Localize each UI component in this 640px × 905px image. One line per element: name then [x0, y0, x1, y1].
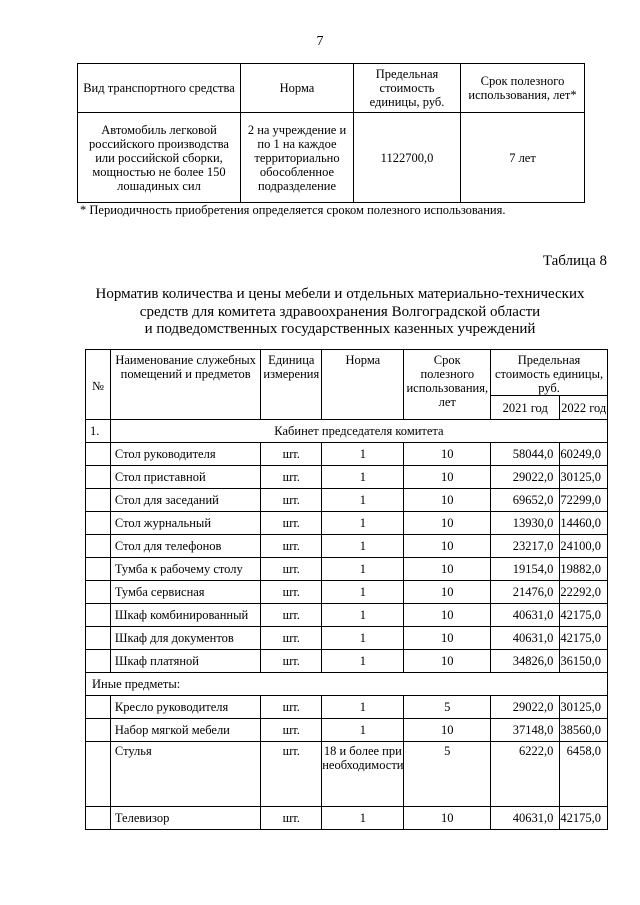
unit-cell: шт.: [261, 558, 322, 581]
price-2022-cell: 19882,0: [560, 558, 608, 581]
price-2021-cell: 34826,0: [491, 650, 560, 673]
price-2021-cell: 19154,0: [491, 558, 560, 581]
title-line-3: и подведомственных государственных казенных учреждений: [144, 321, 536, 337]
title-line-1: Норматив количества и цены мебели и отдельных материально-технических: [95, 286, 585, 302]
vehicle-cell: Автомобиль легковой российского производства или российской сборки, мощностью не более 150 лошадиных сил: [78, 113, 241, 203]
norm-cell: 1: [322, 489, 404, 512]
table-row: [86, 512, 608, 535]
num-cell: [86, 558, 111, 581]
unit-cell: шт.: [261, 604, 322, 627]
price-2022-cell: 30125,0: [560, 466, 608, 489]
item-name: Тумба сервисная: [110, 581, 261, 604]
item-name: Шкаф платяной: [110, 650, 261, 673]
item-name: Стол журнальный: [110, 512, 261, 535]
unit-cell: шт.: [261, 512, 322, 535]
num-cell: [86, 489, 111, 512]
term-cell: 5: [404, 742, 491, 807]
misc-rows: [86, 696, 608, 830]
header-price: Предельная стоимость единицы, руб.: [491, 350, 608, 396]
term-cell: 10: [404, 807, 491, 830]
header-norm: Норма: [241, 64, 354, 113]
table-row: [86, 604, 608, 627]
price-2021-cell: 13930,0: [491, 512, 560, 535]
term-cell: 10: [404, 719, 491, 742]
table-row: [86, 627, 608, 650]
item-name: Стулья: [110, 742, 261, 807]
price-2021-cell: 40631,0: [491, 604, 560, 627]
num-cell: [86, 627, 111, 650]
norm-cell: 1: [322, 535, 404, 558]
price-2021-cell: 29022,0: [491, 466, 560, 489]
unit-cell: шт.: [261, 807, 322, 830]
item-name: Стол для телефонов: [110, 535, 261, 558]
misc-label: Иные предметы:: [86, 673, 608, 696]
norm-cell: 1: [322, 466, 404, 489]
norm-cell: 1: [322, 581, 404, 604]
term-cell: 10: [404, 512, 491, 535]
price-2022-cell: 22292,0: [560, 581, 608, 604]
furniture-table: [85, 349, 608, 830]
table-title: [40, 286, 640, 339]
table-row: [86, 535, 608, 558]
num-cell: [86, 719, 111, 742]
transport-table: [77, 63, 585, 203]
num-cell: [86, 512, 111, 535]
item-name: Стол руководителя: [110, 443, 261, 466]
item-name: Шкаф комбинированный: [110, 604, 261, 627]
norm-cell: 1: [322, 807, 404, 830]
price-2022-cell: 60249,0: [560, 443, 608, 466]
table-row: [86, 742, 608, 807]
title-line-2: средств для комитета здравоохранения Волгоградской области: [139, 303, 541, 320]
price-2021-cell: 58044,0: [491, 443, 560, 466]
header-num: №: [86, 350, 111, 420]
norm-cell: 2 на учреждение и по 1 на каждое территориально обособленное подразделение: [241, 113, 354, 203]
table-row: [86, 696, 608, 719]
price-2022-cell: 30125,0: [560, 696, 608, 719]
price-2022-cell: 42175,0: [560, 627, 608, 650]
unit-cell: шт.: [261, 650, 322, 673]
price-2021-cell: 29022,0: [491, 696, 560, 719]
table-row: [86, 489, 608, 512]
norm-cell: 1: [322, 696, 404, 719]
norm-cell: 1: [322, 443, 404, 466]
unit-cell: шт.: [261, 581, 322, 604]
section-num: 1.: [86, 420, 111, 443]
unit-cell: шт.: [261, 443, 322, 466]
price-2022-cell: 42175,0: [560, 807, 608, 830]
table-label: Таблица 8: [542, 253, 607, 269]
num-cell: [86, 581, 111, 604]
section-title: Кабинет председателя комитета: [110, 420, 607, 443]
norm-cell: 1: [322, 512, 404, 535]
unit-cell: шт.: [261, 696, 322, 719]
unit-cell: шт.: [261, 535, 322, 558]
header-year-2021: 2021 год: [491, 396, 560, 420]
price-2022-cell: 36150,0: [560, 650, 608, 673]
item-name: Шкаф для документов: [110, 627, 261, 650]
num-cell: [86, 696, 111, 719]
section-row: [86, 420, 608, 443]
term-cell: 10: [404, 604, 491, 627]
term-cell: 10: [404, 466, 491, 489]
price-2022-cell: 6458,0: [560, 742, 608, 807]
footnote: * Периодичность приобретения определяется сроком полезного использования.: [80, 203, 506, 217]
price-2021-cell: 40631,0: [491, 807, 560, 830]
num-cell: [86, 742, 111, 807]
num-cell: [86, 650, 111, 673]
header-term: Срок полезного использования, лет: [404, 350, 491, 420]
price-2022-cell: 14460,0: [560, 512, 608, 535]
price-2021-cell: 37148,0: [491, 719, 560, 742]
num-cell: [86, 604, 111, 627]
header-price: Предельная стоимость единицы, руб.: [354, 64, 461, 113]
price-2021-cell: 23217,0: [491, 535, 560, 558]
num-cell: [86, 443, 111, 466]
page-number: 7: [316, 34, 324, 49]
norm-cell: 1: [322, 558, 404, 581]
unit-cell: шт.: [261, 742, 322, 807]
item-name: Набор мягкой мебели: [110, 719, 261, 742]
price-2022-cell: 24100,0: [560, 535, 608, 558]
price-2022-cell: 72299,0: [560, 489, 608, 512]
num-cell: [86, 466, 111, 489]
term-cell: 10: [404, 558, 491, 581]
num-cell: [86, 535, 111, 558]
norm-cell: 1: [322, 650, 404, 673]
item-name: Стол для заседаний: [110, 489, 261, 512]
furniture-header-row: [86, 350, 608, 396]
price-2021-cell: 21476,0: [491, 581, 560, 604]
norm-cell: 18 и более при необходимости: [322, 742, 404, 807]
header-vehicle: Вид транспортного средства: [78, 64, 241, 113]
header-unit: Единица измерения: [261, 350, 322, 420]
header-name: Наименование служебных помещений и предметов: [110, 350, 261, 420]
price-2021-cell: 6222,0: [491, 742, 560, 807]
unit-cell: шт.: [261, 466, 322, 489]
unit-cell: шт.: [261, 489, 322, 512]
table-row: [86, 466, 608, 489]
term-cell: 10: [404, 443, 491, 466]
item-name: Стол приставной: [110, 466, 261, 489]
term-cell: 10: [404, 581, 491, 604]
term-cell: 7 лет: [461, 113, 585, 203]
header-year-2022: 2022 год: [560, 396, 608, 420]
price-2022-cell: 38560,0: [560, 719, 608, 742]
transport-header-row: [78, 64, 585, 113]
item-name: Телевизор: [110, 807, 261, 830]
misc-label-row: [86, 673, 608, 696]
norm-cell: 1: [322, 604, 404, 627]
num-cell: [86, 807, 111, 830]
norm-cell: 1: [322, 627, 404, 650]
table-row: [86, 719, 608, 742]
price-2022-cell: 42175,0: [560, 604, 608, 627]
item-name: Тумба к рабочему столу: [110, 558, 261, 581]
header-norm: Норма: [322, 350, 404, 420]
header-term: Срок полезного использования, лет*: [461, 64, 585, 113]
table-row: [86, 807, 608, 830]
term-cell: 10: [404, 489, 491, 512]
norm-cell: 1: [322, 719, 404, 742]
price-2021-cell: 69652,0: [491, 489, 560, 512]
table-row: [86, 558, 608, 581]
term-cell: 10: [404, 535, 491, 558]
table-row: [86, 650, 608, 673]
price-2021-cell: 40631,0: [491, 627, 560, 650]
term-cell: 10: [404, 627, 491, 650]
main-rows: [86, 443, 608, 673]
table-row: [86, 443, 608, 466]
price-cell: 1122700,0: [354, 113, 461, 203]
term-cell: 5: [404, 696, 491, 719]
transport-row: [78, 113, 585, 203]
item-name: Кресло руководителя: [110, 696, 261, 719]
unit-cell: шт.: [261, 719, 322, 742]
term-cell: 10: [404, 650, 491, 673]
unit-cell: шт.: [261, 627, 322, 650]
table-row: [86, 581, 608, 604]
